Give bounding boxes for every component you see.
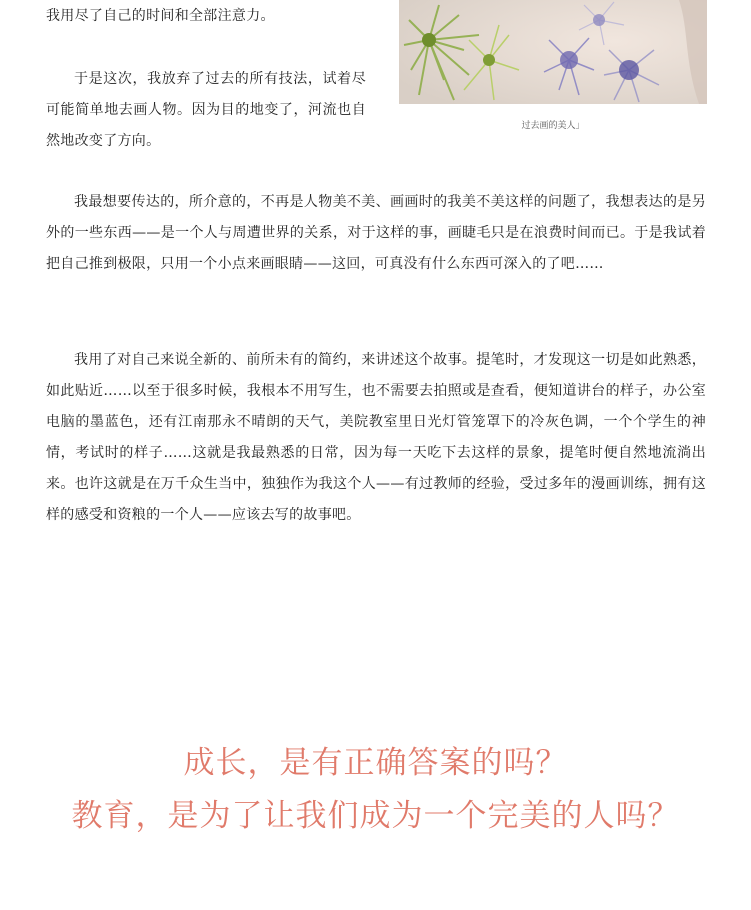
paragraph-3: 我最想要传达的，所介意的，不再是人物美不美、画画时的我美不美这样的问题了，我想表达的是另外的一些东西——是一个人与周遭世界的关系，对于这样的事，画睫毛只是在浪费时间而已。于是我试着把自己推到极限，只用一个小点来画眼睛——这回，可真没有什么东西可深入的了吧…… [46, 194, 706, 272]
figure-caption: 过去画的美人」 [521, 121, 585, 131]
paragraph-4: 我用了对自己来说全新的、前所未有的简约，来讲述这个故事。提笔时，才发现这一切是如此熟悉，如此贴近……以至于很多时候，我根本不用写生，也不需要去拍照或是查看，便知道讲台的样子，办公室电脑的墨蓝色，还有江南那永不晴朗的天气，美院教室里日光灯管笼罩下的冷灰色调，一个个学生的神情，考试时的样子……这就是我最熟悉的日常，因为每一天吃下去这样的景象，提笔时便自然地流淌出来。也许这就是在万千众生当中，独独作为我这个人——有过教师的经验，受过多年的漫画训练，拥有这样的感受和资粮的一个人——应该去写的故事吧。 [46, 352, 706, 523]
paragraph-1: 我用尽了自己的时间和全部注意力。 [46, 8, 275, 24]
paragraph-2: 于是这次，我放弃了过去的所有技法，试着尽可能简单地去画人物。因为目的地变了，河流也自然地改变了方向。 [46, 71, 366, 149]
quote-line-2: 教育，是为了让我们成为一个完美的人吗？ [71, 798, 680, 834]
quote-line-1: 成长，是有正确答案的吗？ [183, 745, 568, 781]
illustration-flowers [399, 0, 707, 104]
